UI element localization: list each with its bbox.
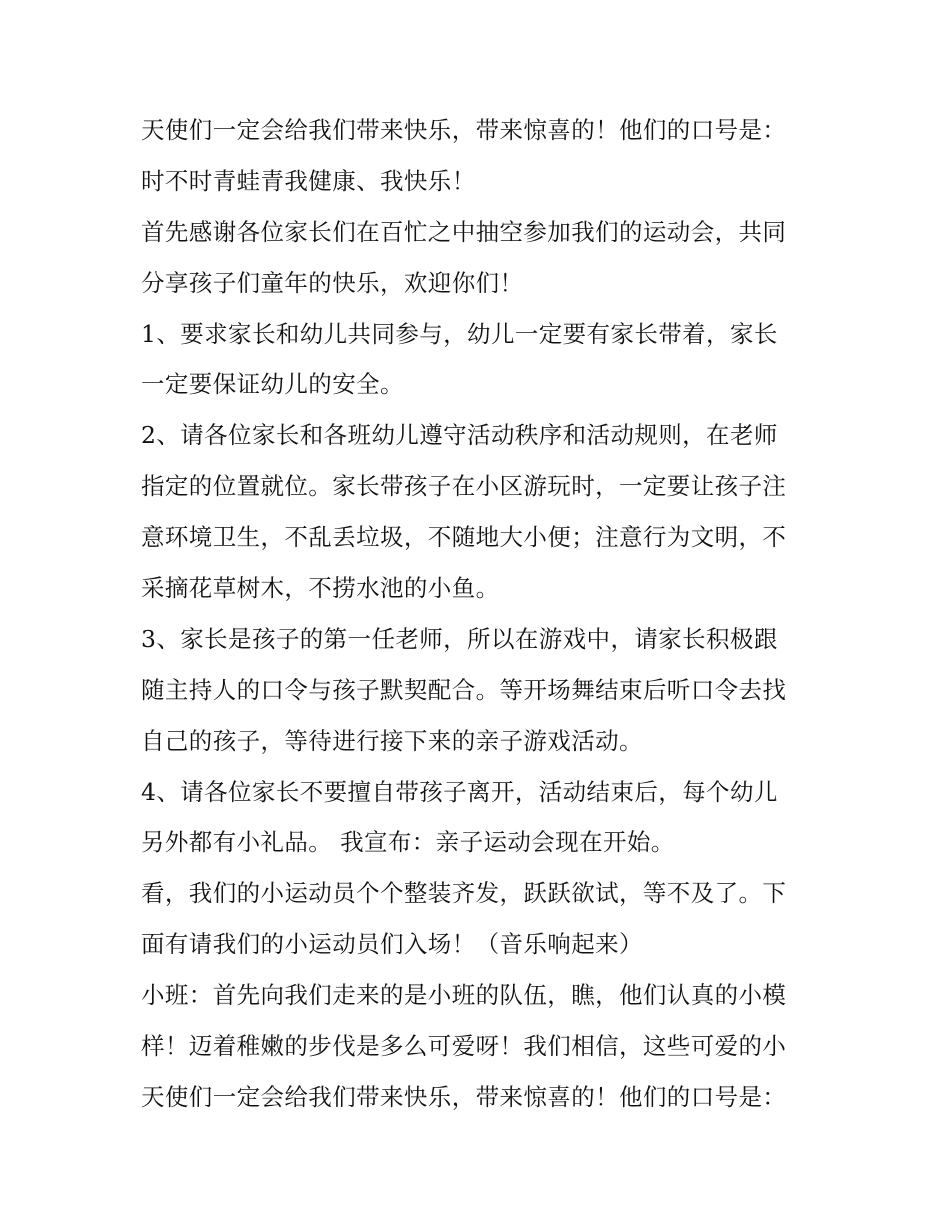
text-line: 一定要保证幼儿的安全。 bbox=[141, 370, 404, 399]
document-body bbox=[141, 105, 821, 1123]
text-line: 样！迈着稚嫩的步伐是多么可爱呀！我们相信，这些可爱的小 bbox=[141, 1032, 787, 1061]
text-line: 天使们一定会给我们带来快乐，带来惊喜的！他们的口号是： bbox=[141, 116, 787, 144]
text-line: 时不时青蛙青我健康、我快乐！ bbox=[141, 166, 476, 195]
text-line: 另外都有小礼品。 我宣布：亲子运动会现在开始。 bbox=[141, 828, 675, 857]
text-line: 2、请各位家长和各班幼儿遵守活动秩序和活动规则，在老师 bbox=[141, 421, 778, 450]
text-line: 自己的孩子，等待进行接下来的亲子游戏活动。 bbox=[141, 726, 643, 755]
text-line: 意环境卫生，不乱丢垃圾，不随地大小便；注意行为文明，不 bbox=[141, 523, 787, 552]
text-line: 采摘花草树木，不捞水池的小鱼。 bbox=[141, 574, 500, 603]
text-line: 1、要求家长和幼儿共同参与，幼儿一定要有家长带着，家长 bbox=[141, 319, 778, 348]
text-line: 看，我们的小运动员个个整装齐发，跃跃欲试，等不及了。下 bbox=[141, 879, 787, 908]
text-line: 分享孩子们童年的快乐，欢迎你们！ bbox=[141, 268, 524, 297]
text-line: 4、请各位家长不要擅自带孩子离开，活动结束后，每个幼儿 bbox=[141, 777, 778, 806]
text-line: 随主持人的口令与孩子默契配合。等开场舞结束后听口令去找 bbox=[141, 675, 787, 704]
text-line: 小班：首先向我们走来的是小班的队伍，瞧，他们认真的小模 bbox=[141, 981, 787, 1010]
text-line: 首先感谢各位家长们在百忙之中抽空参加我们的运动会，共同 bbox=[141, 217, 787, 246]
text-line: 指定的位置就位。家长带孩子在小区游玩时，一定要让孩子注 bbox=[141, 472, 787, 501]
text-line: 3、家长是孩子的第一任老师，所以在游戏中，请家长积极跟 bbox=[141, 624, 778, 653]
text-line: 天使们一定会给我们带来快乐，带来惊喜的！他们的口号是： bbox=[141, 1082, 787, 1111]
text-line: 面有请我们的小运动员们入场！（音乐响起来） bbox=[141, 930, 643, 959]
